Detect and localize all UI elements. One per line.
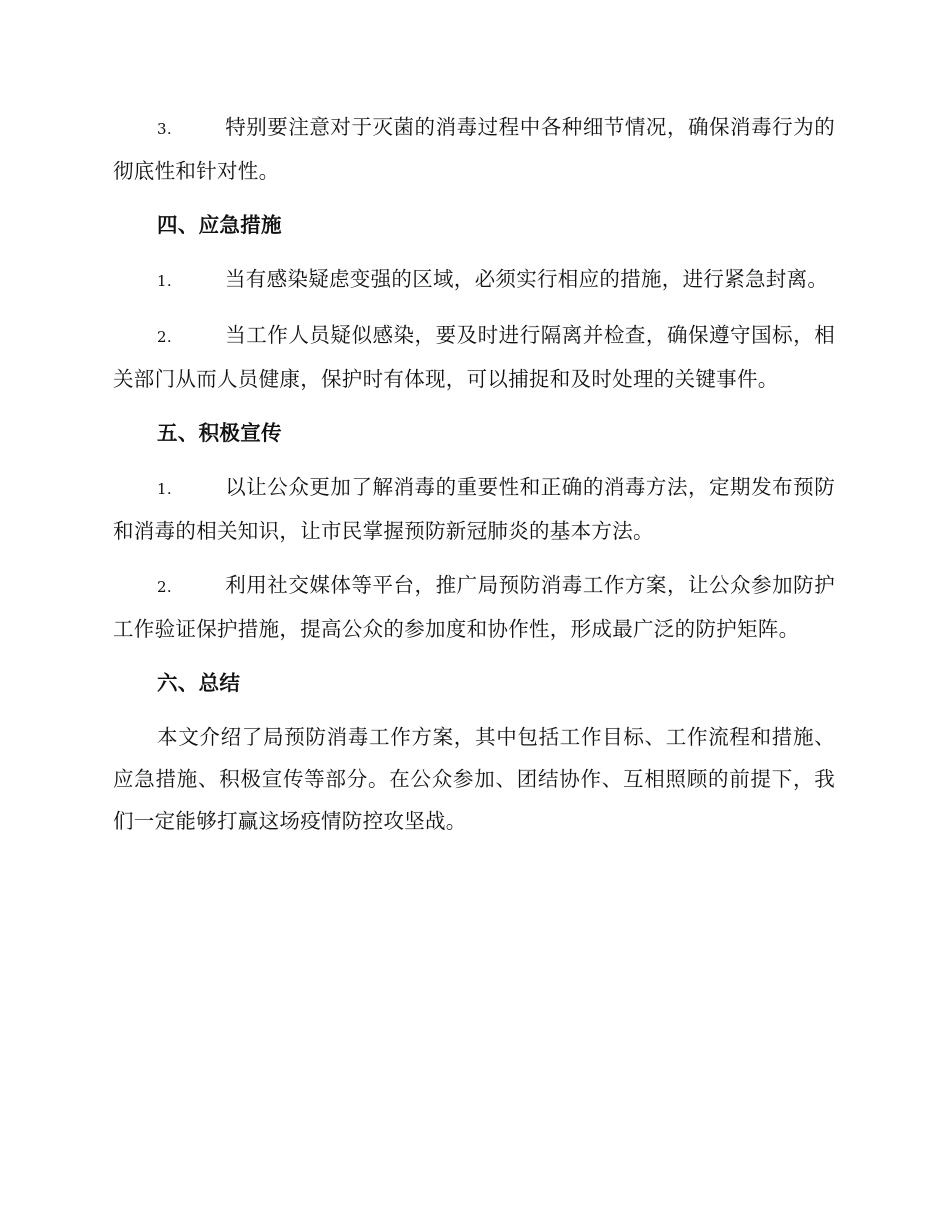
- list-number: 3.: [157, 120, 172, 138]
- list-number: 1.: [157, 272, 172, 290]
- section-heading: 六、总结: [157, 671, 241, 695]
- section-heading: 四、应急措施: [157, 213, 282, 237]
- document-body: [113, 106, 835, 854]
- list-item: [113, 258, 835, 302]
- list-item: [113, 314, 835, 400]
- list-item: [113, 106, 835, 192]
- summary-paragraph: 本文介绍了局预防消毒工作方案，其中包括工作目标、工作流程和措施、应急措施、积极宣传等部分。在公众参加、团结协作、互相照顾的前提下，我们一定能够打赢这场疫情防控攻坚战。: [113, 725, 835, 833]
- list-text: 当工作人员疑似感染，要及时进行隔离并检查，确保遵守国标，相关部门从而人员健康，保护时有体现，可以捕捉和及时处理的关键事件。: [113, 323, 835, 391]
- list-number: 1.: [157, 480, 172, 498]
- list-number: 2.: [157, 328, 172, 346]
- list-item: [113, 564, 835, 650]
- list-item: [113, 466, 835, 552]
- list-text: 特别要注意对于灭菌的消毒过程中各种细节情况，确保消毒行为的彻底性和针对性。: [113, 115, 835, 183]
- list-text: 当有感染疑虑变强的区域，必须实行相应的措施，进行紧急封离。: [225, 267, 829, 291]
- list-text: 以让公众更加了解消毒的重要性和正确的消毒方法，定期发布预防和消毒的相关知识，让市民掌握预防新冠肺炎的基本方法。: [113, 475, 835, 543]
- list-text: 利用社交媒体等平台，推广局预防消毒工作方案，让公众参加防护工作验证保护措施，提高公众的参加度和协作性，形成最广泛的防护矩阵。: [113, 573, 835, 641]
- list-number: 2.: [157, 578, 172, 596]
- section-heading: 五、积极宣传: [157, 421, 282, 445]
